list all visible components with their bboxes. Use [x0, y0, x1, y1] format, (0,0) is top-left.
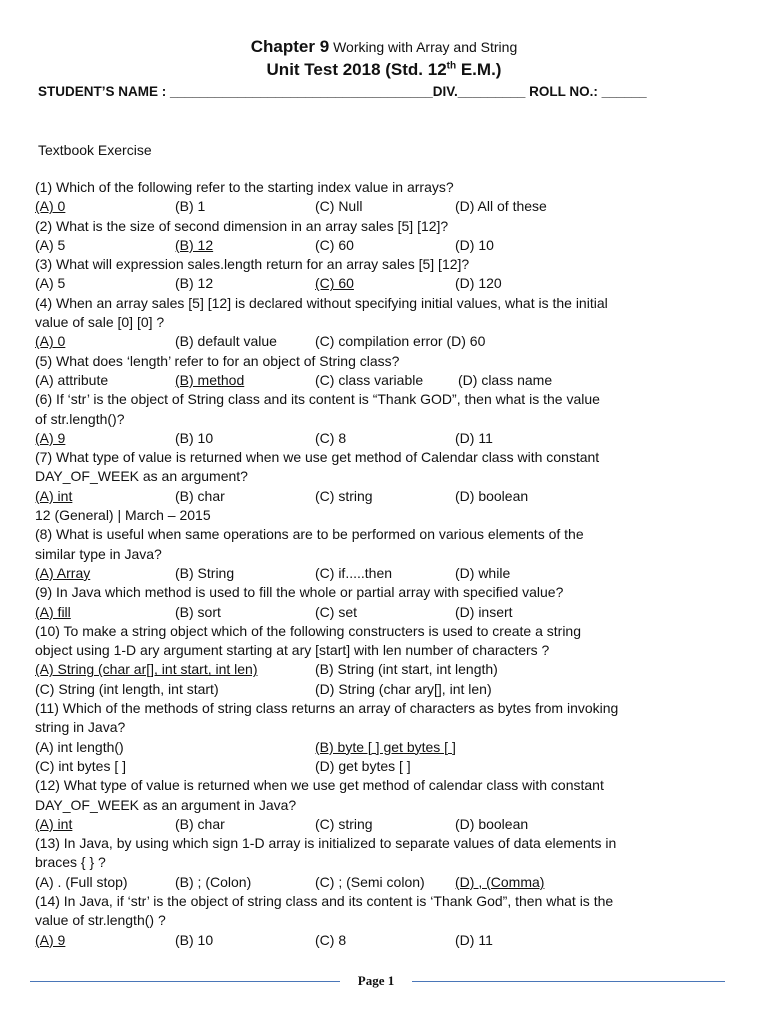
option-row: [35, 738, 735, 757]
question-line: (7) What type of value is returned when we use get method of Calendar class with constant: [35, 449, 600, 466]
question-line: (6) If ‘str’ is the object of String class and its content is “Thank GOD”, then what is the value: [35, 391, 600, 408]
option: (B) char: [175, 487, 225, 504]
option-answer: (A) Array: [35, 564, 91, 581]
option-row: [35, 236, 735, 255]
option-row: [35, 197, 735, 216]
question-line: (14) In Java, if ‘str’ is the object of string class and its content is ‘Thank God”, then what is the: [35, 892, 614, 909]
option: (B) 10: [175, 429, 214, 446]
option: (C) string: [315, 487, 373, 504]
question-line: (13) In Java, by using which sign 1-D array is initialized to separate values of data elements in: [35, 835, 617, 852]
option: (D) boolean: [455, 487, 529, 504]
option-answer: (A) String (char ar[], int start, int len): [35, 661, 258, 678]
chapter-number: Chapter 9: [250, 37, 330, 56]
option: (C) Null: [315, 198, 363, 215]
option: (A) . (Full stop): [35, 873, 128, 890]
option: (B) 1: [175, 198, 206, 215]
option-row: [35, 371, 735, 390]
option-answer: (B) byte [ ] get bytes [ ]: [315, 738, 456, 755]
unit-test-heading: [0, 60, 768, 80]
option-answer: (A) 0: [35, 198, 66, 215]
option: (B) 10: [175, 931, 214, 948]
unit-test-text: Unit Test 2018 (Std. 12: [266, 60, 447, 79]
option: (D) insert: [455, 603, 513, 620]
unit-test-superscript: th: [446, 60, 457, 72]
question-line: similar type in Java?: [35, 545, 162, 562]
option: (B) String: [175, 564, 235, 581]
option: (B) default value: [175, 333, 277, 350]
option: (C) class variable: [315, 371, 424, 388]
option: (B) String (int start, int length): [315, 661, 498, 678]
option-answer: (A) int: [35, 487, 73, 504]
question-line: of str.length()?: [35, 410, 125, 427]
question-line: value of sale [0] [0] ?: [35, 314, 165, 331]
option: (C) 8: [315, 429, 347, 446]
option-row: [35, 487, 735, 506]
option: (D) 11: [455, 429, 493, 446]
question-line: (11) Which of the methods of string class returns an array of characters as bytes from invoking: [35, 700, 619, 717]
option-row: [35, 757, 735, 776]
option-answer: (B) method: [175, 371, 245, 388]
option: (D) get bytes [ ]: [315, 757, 411, 774]
question-line: 12 (General) | March – 2015: [35, 507, 211, 524]
option-answer: (A) 9: [35, 429, 66, 446]
option-answer: (A) fill: [35, 603, 71, 620]
option: (B) ; (Colon): [175, 873, 252, 890]
footer-rule-right: [412, 981, 725, 982]
option-answer: (C) 60: [315, 275, 354, 292]
option: (D) 10: [455, 236, 494, 253]
option: (C) if.....then: [315, 564, 393, 581]
question-line: (1) Which of the following refer to the starting index value in arrays?: [35, 179, 454, 195]
option-row: [35, 429, 735, 448]
option: (A) int length(): [35, 738, 124, 755]
option: (B) sort: [175, 603, 221, 620]
option: (C) set: [315, 603, 357, 620]
option: (C) int bytes [ ]: [35, 757, 127, 774]
question-line: (12) What type of value is returned when we use get method of calendar class with constant: [35, 777, 604, 794]
option: (D) String (char ary[], int len): [315, 680, 492, 697]
option-row: [35, 931, 735, 950]
question-line: (9) In Java which method is used to fill the whole or partial array with specified value?: [35, 584, 564, 601]
question-line: (4) When an array sales [5] [12] is declared without specifying initial values, what is the initial: [35, 294, 608, 311]
option: (C) string: [315, 815, 373, 832]
question-line: braces { } ?: [35, 854, 106, 871]
option: (C) 8: [315, 931, 347, 948]
option: (A) 5: [35, 236, 66, 253]
option: (D) class name: [458, 371, 553, 388]
footer-rule-left: [30, 981, 340, 982]
option-answer: (A) 9: [35, 931, 66, 948]
chapter-heading: [0, 37, 768, 57]
page-number: Page 1: [357, 973, 395, 988]
option: (B) char: [175, 815, 225, 832]
option: (D) 120: [455, 275, 502, 292]
option-row: [35, 564, 735, 583]
option: (D) All of these: [455, 198, 547, 215]
option-row: [35, 274, 735, 293]
question-line: (3) What will expression sales.length return for an array sales [5] [12]?: [35, 256, 470, 273]
option-answer: (A) 0: [35, 333, 66, 350]
question-line: DAY_OF_WEEK as an argument?: [35, 468, 248, 485]
option: (B) 12: [175, 275, 214, 292]
question-list: [35, 178, 735, 950]
option: (D) boolean: [455, 815, 529, 832]
option-answer: (A) int: [35, 815, 73, 832]
question-line: value of str.length() ?: [35, 912, 166, 929]
option: (A) attribute: [35, 371, 109, 388]
section-title: Textbook Exercise: [38, 142, 152, 158]
option: (C) 60: [315, 236, 354, 253]
option-row: [35, 873, 735, 892]
student-info-line: STUDENT’S NAME : ___________________________________DIV._________ ROLL NO.: ______: [38, 84, 647, 99]
option: (D) while: [455, 564, 511, 581]
chapter-title: Working with Array and String: [333, 39, 518, 55]
question-line: object using 1-D ary argument starting at ary [start] with len number of characters ?: [35, 642, 550, 659]
question-line: (2) What is the size of second dimension in an array sales [5] [12]?: [35, 217, 449, 234]
option-row: [35, 815, 735, 834]
option: (A) 5: [35, 275, 66, 292]
question-line: (8) What is useful when same operations are to be performed on various elements of the: [35, 526, 584, 543]
option: (C) ; (Semi colon): [315, 873, 425, 890]
option: (D) 11: [455, 931, 493, 948]
page-footer: [30, 972, 725, 992]
option: (C) String (int length, int start): [35, 680, 219, 697]
option-row: [35, 680, 735, 699]
option-row: [35, 603, 735, 622]
question-line: (10) To make a string object which of the following constructers is used to create a string: [35, 622, 582, 639]
question-line: DAY_OF_WEEK as an argument in Java?: [35, 796, 297, 813]
option-answer: (D) , (Comma): [455, 873, 545, 890]
unit-test-suffix: E.M.): [456, 60, 502, 79]
option-row: [35, 660, 735, 679]
option: (C) compilation error (D) 60: [315, 333, 486, 350]
option-row: [35, 332, 735, 351]
question-line: string in Java?: [35, 719, 126, 736]
option-answer: (B) 12: [175, 236, 214, 253]
question-line: (5) What does ‘length’ refer to for an object of String class?: [35, 352, 400, 369]
